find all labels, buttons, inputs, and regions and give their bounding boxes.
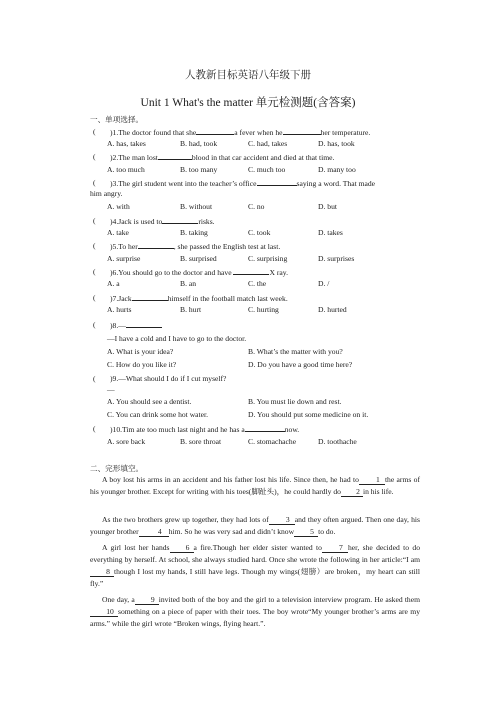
option-b: B. an: [180, 279, 197, 288]
cloze-blank: 6: [170, 544, 194, 553]
option-a: A. too much: [107, 165, 145, 174]
answer-blank: [283, 127, 321, 135]
option-a: A. sore back: [107, 437, 146, 446]
paragraph-2: As the two brothers grew up together, they had lots of 3 and they often argued. Then one day, his younger brother 4 him. So he was very sad and didn’t know 5 to do.: [90, 515, 420, 536]
option-b: B. What’s the matter with you?: [248, 347, 343, 356]
document-page: 人教新目标英语八年级下册 Unit 1 What's the matter 单元检测题(含答案) 一、单项选择。 ( )1.The doctor found that she a fever when he her temperature. A. has, takes B. had, took C. had, takes D. has, took ( )2.The man lost blood in that car accident and died at that time. A. too much B. too many C. much too D. many too ( )3.The girl student went into the teacher’s office saying a word. That made him angry. A. with B. without C. no D. but ( )4.Jack is used to risks. A. take B. taking C. took D. takes ( )5.To her , she passed the English test at last. A. surprise B. surprised C. surprising D. surprises ( )6.You should go to the doctor and have X ray. A. a B. an C. the D. / ( )7.Jack himself in the football match last week. A. hurts B. hurt C. hurting D. hurted ( )8.— —I have a cold and I have to go to the doctor. A. What is your idea? B. What’s the matter with you? C. How do you like it? D. Do you have a good time here? ( )9.—What should I do if I cut myself? — A. You should see a dentist. B. You must lie down and rest. C. You can drink some hot water. D. You should put some medicine on it. ( )10.Tim ate too much last night and he has a now. A. sore back B. sore throat C. stomachache D. toothache 二、完形填空。 A boy lost his arms in an accident and his father lost his life. Since then, he had to 1 the arms of his younger brother. Except for writing with his toes(脚趾头)，he could hardly do 2 in his life. As the two brothers grew up together, they had lots of 3 and they often argued. Then one day, his younger brother 4 him. So he was very sad and didn’t know 5 to do. A girl lost her hands 6 a fire.Though her elder sister wanted to 7 her, she decided to do everything by herself. At school, she always studied hard. Once she wrote the following in her article:“I am8 though I lost my hands, I still have legs. Though my wings(翅膀）are broken，my heart can still fly.” One day, a 9 invited both of the boy and the girl to a television interview program. He asked them10 something on a piece of paper with their toes. The boy wrote“My younger brother’s arms are my arms.” while the girl wrote “Broken wings, flying heart.”.: [0, 0, 496, 702]
option-d: D. You should put some medicine on it.: [248, 410, 369, 419]
option-a: A. You should see a dentist.: [107, 397, 192, 406]
answer-blank: [162, 216, 198, 224]
option-c: C. stomachache: [248, 437, 297, 446]
option-b: B. too many: [180, 165, 218, 174]
option-c: C. You can drink some hot water.: [107, 410, 209, 419]
option-c: C. no: [248, 202, 265, 211]
cloze-blank: 1: [359, 476, 385, 485]
option-b: B. sore throat: [180, 437, 222, 446]
option-b: B. You must lie down and rest.: [248, 397, 342, 406]
option-c: C. the: [248, 279, 267, 288]
option-c: C. took: [248, 228, 271, 237]
option-d: D. takes: [318, 228, 343, 237]
option-d: D. toothache: [318, 437, 357, 446]
option-d: D. /: [318, 279, 330, 288]
question-3-wrap: him angry.: [90, 189, 123, 198]
paragraph-3: A girl lost her hands 6 a fire.Though her elder sister wanted to 7 her, she decided to do everything by herself. At school, she always studied hard. Once she wrote the following in her article:“I am8 though I lost my hands, I still have legs. Though my wings(翅膀）are broken，my heart can still fly.”: [90, 543, 420, 588]
option-d: D. Do you have a good time here?: [248, 360, 353, 369]
cloze-blank: 5: [294, 528, 318, 537]
option-a: A. What is your idea?: [107, 347, 174, 356]
option-a: A. with: [107, 202, 130, 211]
answer-blank: [138, 241, 174, 249]
document-subtitle: Unit 1 What's the matter 单元检测题(含答案): [140, 97, 356, 109]
document-title: 人教新目标英语八年级下册: [185, 70, 311, 81]
answer-blank: [132, 293, 168, 301]
option-c: C. How do you like it?: [107, 360, 177, 369]
cloze-blank: 7: [322, 544, 348, 553]
option-a: A. has, takes: [107, 139, 146, 148]
option-c: C. had, takes: [248, 139, 288, 148]
option-d: D. has, took: [318, 139, 355, 148]
option-d: D. surprises: [318, 254, 355, 263]
option-c: C. hurting: [248, 305, 279, 314]
paragraph-4: One day, a 9 invited both of the boy and the girl to a television interview program. He asked them10 something on a piece of paper with their toes. The boy wrote“My younger brother’s arms are my arms.” while the girl wrote “Broken wings, flying heart.”.: [90, 595, 420, 628]
option-b: B. hurt: [180, 305, 202, 314]
section-heading: 一、单项选择。: [90, 115, 144, 124]
cloze-blank: 2: [341, 488, 363, 497]
paragraph-1: A boy lost his arms in an accident and his father lost his life. Since then, he had to 1 the arms of his younger brother. Except for writing with his toes(脚趾头)，he could hardly do 2 in his life.: [90, 475, 420, 496]
option-a: A. hurts: [107, 305, 132, 314]
answer-blank: [257, 178, 297, 186]
dialogue-reply: —: [107, 385, 115, 394]
answer-blank: [233, 267, 269, 275]
cloze-blank: 4: [139, 528, 169, 537]
option-b: B. surprised: [180, 254, 217, 263]
answer-blank: [126, 320, 162, 328]
answer-blank: [158, 152, 192, 160]
cloze-blank: 9: [135, 596, 159, 605]
option-a: A. surprise: [107, 254, 141, 263]
cloze-blank: 8: [90, 568, 114, 577]
option-d: D. but: [318, 202, 337, 211]
option-d: D. hurted: [318, 305, 347, 314]
option-a: A. a: [107, 279, 120, 288]
cloze-blank: 10: [90, 608, 118, 617]
option-b: B. had, took: [180, 139, 218, 148]
section-heading: 二、完形填空。: [90, 464, 144, 473]
answer-blank: [245, 424, 285, 432]
option-c: C. much too: [248, 165, 286, 174]
option-d: D. many too: [318, 165, 356, 174]
answer-blank: [196, 127, 234, 135]
dialogue-reply: —I have a cold and I have to go to the doctor.: [107, 334, 247, 343]
option-b: B. without: [180, 202, 213, 211]
option-b: B. taking: [180, 228, 208, 237]
option-a: A. take: [107, 228, 129, 237]
option-c: C. surprising: [248, 254, 288, 263]
cloze-blank: 3: [269, 516, 295, 525]
